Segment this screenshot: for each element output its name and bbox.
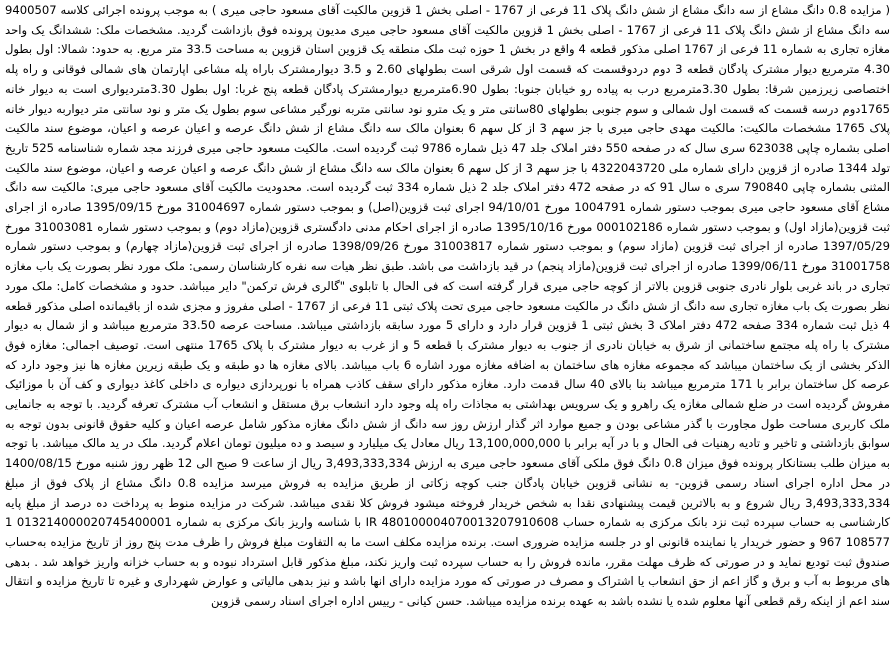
auction-notice-body: ( مزایده 0.8 دانگ مشاع از سه دانگ مشاع از شش دانگ پلاک 11 فرعی از 1767 - اصلی بخش 1 قزوین مالکیت آقای مسعود حاجی میری ) به موجب پرونده اجرائی کلاسه 9400507 سه دانگ مشاع از شش دانگ پلاک 11 فرعی از 1767 - اصلی بخش 1 قزوین مالکیت آقای مسعود حاجی میری مدیون پرونده فوق بازداشت گردید. مشخصات ملک: ششدانگ یک واحد مغازه تجاری به شماره 11 فرعی از 1767 اصلی مذکور قطعه 4 واقع در بخش 1 حوزه ثبت ملک منطقه یک قزوین استان قزوین به مساحت 33.5 متر مربع. به حدود: شمالا: اول بطول 4.30 مترمربع دیوار مشترک پادگان قطعه 3 دوم دردوقسمت که قسمت اول شرقی است بطولهای 2.60 و 3.5 دیوارمشترک باراه پله مشاعی اپارتمان های شمالی فوقانی و راه پله اختصاصی زیرزمین شرقا: بطول 3.30مترمربع درب به پیاده رو خیابان جنوبا: بطول 6.90مترمربع دیوارمشترک پادگان قطعه پنج غربا: اول بطول 3.30متردیواری است به دیوار خانه 1765دوم درسه قسمت که قسمت اول شمالی و سوم جنوبی بطولهای 80سانتی متر و یک مترو نود سانتی متربه نورگیر مشاعی سوم بطول یک متر و نود سانتی متر دیواربه دیوار خانه پلاک 1765 مشخصات مالکیت: مالکیت مهدی حاجی میری با جز سهم 3 از کل سهم 6 بعنوان مالک سه دانگ مشاع از شش دانگ عرصه و اعیان عرصه و اعیان، موضوع سند مالکیت اصلی بشماره چاپی 623038 سری سال که در صفحه 550 دفتر املاک جلد 47 ذیل شماره 9786 ثبت گردیده است. مالکیت مسعود حاجی میری فرزند مجد شماره شناسنامه 525 تاریخ تولد 1344 صادره از قزوین دارای شماره ملی 4322043720 با جز سهم 3 از کل سهم 6 بعنوان مالک سه دانگ مشاع از شش دانگ عرصه و اعیان عرصه و اعیان، موضوع سند مالکیت المثنی بشماره چاپی 790840 سری ه سال 91 که در صفحه 472 دفتر املاک جلد 2 ذیل شماره 334 ثبت گردیده است. محدودیت مالکیت آقای مسعود حاجی میری: مالکیت سه دانگ مشاع آقای مسعود حاجی میری بموجب دستور شماره 1004791 مورخ 94/10/01 اجرای ثبت قزوین(اصل) و بموجب دستور شماره 31004697 مورخ 1395/09/15 صادره از اجرای ثبت قزوین(مازاد اول) و بموجب دستور شماره 000102186 مورخ 1395/10/16 صادره از اجرای احکام مدنی دادگستری قزوین(مازاد دوم) و بموجب دستور شماره 31003081 مورخ 1397/05/29 صادره از اجرای ثبت قزوین (مازاد سوم) و بموجب دستور شماره 31003817 مورخ 1398/09/26 صادره از اجرای ثبت قزوین(مازاد چهارم) و بموجب دستور شماره 31001758 مورخ 1399/06/11 صادره از اجرای ثبت قزوین(مازاد پنجم) در قید بازداشت می باشد. طبق نظر هیات سه نفره کارشناسان رسمی: ملک مورد نظر بصورت یک باب مغازه تجاری در باند غربی بلوار نادری جنوبی قزوین بالاتر از کوچه حاجی میری قرار گرفته است که فی الحال با تابلوی "گالری فرش ترکمن" دایر میباشد. حدود و مشخصات کامل: ملک مورد نظر بصورت یک باب مغازه تجاری سه دانگ از شش دانگ در مالکیت مسعود حاجی میری تحت پلاک ثبتی 11 فرعی از 1767 - اصلی مفروز و مجزی شده از باقیمانده اصلی مذکور قطعه 4 ذیل ثبت شماره 334 صفحه 472 دفتر املاک 3 بخش ثبتی 1 قزوین قرار دارد و دارای 5 مورد سابقه بازداشتی میباشد. مساحت عرصه 33.50 مترمربع میباشد و از شمال به دیوار مشترک با راه پله مجتمع ساختمانی از شرق به خیابان نادری از جنوب به دیوار مشترک با قطعه 5 و از غرب به دیوار مشترک با پلاک 1765 منتهی است. توصیف اجمالی: مغازه فوق الذکر بخشی از یک ساختمان میباشد که مجموعه مغازه های ساختمان به اضافه مغازه مورد اشاره 6 باب میباشد. بالای مغازه ها دو طبقه و یک طبقه زیرین مغازه ها نیز وجود دارد که عرصه کل ساختمان برابر با 171 مترمربع میباشد بنا بالای 40 سال قدمت دارد. مغازه مذکور دارای سقف کاذب همراه با نورپردازی دیواره ی داخلی کاغذ دیواری و کف آن با موزائیک مفروش گردیده است در ضلع شمالی مغازه یک راهرو و یک سرویس بهداشتی به مجاذات راه پله وجود دارد انشعاب برق مستقل و انشعاب آب مشترک تعرفه گردید. با توجه به جانمایی ملک کاربری مساحت طول مجاورت با گذر مشاعی بودن و جمیع موارد اثر گذار ارزش روز سه دانگ از شش دانگ مغازه مذکور شامل عرصه اعیان و کلیه حقوق قانونی بدون توجه به سوابق بازداشتی و تاخیر و تادیه رهنیات فی الحال و با در آیه برابر با 13,100,000,000 ریال معادل یک میلیارد و سیصد و ده میلیون تومان اعلام گردید. ملک در ید مالک میباشد. با توجه به میزان طلب بستانکار پرونده فوق میزان 0.8 دانگ فوق ملکی آقای مسعود حاجی میری به ارزش 3,493,333,334 ریال از ساعت 9 صبح الی 12 ظهر روز شنبه مورخ 1400/08/15 در محل اداره اجرای اسناد رسمی قزوین- به نشانی قزوین خیابان پادگان جنب کوچه زکاتی از طریق مزایده به فروش میرسد مزایده 0.8 دانگ مشاع از پلاک فوق از مبلغ 3,493,333,334 ریال شروع و به بالاترین قیمت پیشنهادی نقدا به شخص خریدار فروخته میشود فروش کلا نقدی میباشد. شرکت در مزایده منوط به پرداخت ده درصد از مبلغ پایه کارشناسی به حساب سپرده ثبت نزد بانک مرکزی به شماره حساب IR 480100004070013207910608 با شناسه واریز بانک مرکزی به شماره 013214000020745400001 1 108577 967 و حضور خریدار یا نماینده قانونی او در جلسه مزایده ضروری است. برنده مزایده مکلف است ما به التفاوت مبلغ فروش را ظرف مدت پنج روز از تاریخ مزایده به‌حساب صندوق ثبت تودیع نماید و در صورتی که ظرف مهلت مقرر، مانده فروش را به حساب سپرده ثبت واریز نکند، مبلغ مذکور قابل استرداد نبوده و به حساب خزانه واریز خواهد شد . بدهی های مربوط به آب و برق و گاز اعم از حق انشعاب یا اشتراک و مصرف در صورتی که مورد مزایده دارای انها باشد و نیز بدهی مالیاتی و عوارض شهرداری و غیره تا تاریخ مزایده و انتقال سند اعم از اینکه رقم قطعی آنها معلوم شده یا نشده باشد به عهده برنده مزایده میباشد. حسن کیانی - رییس اداره اجرای اسناد رسمی قزوین: [5, 3, 891, 609]
